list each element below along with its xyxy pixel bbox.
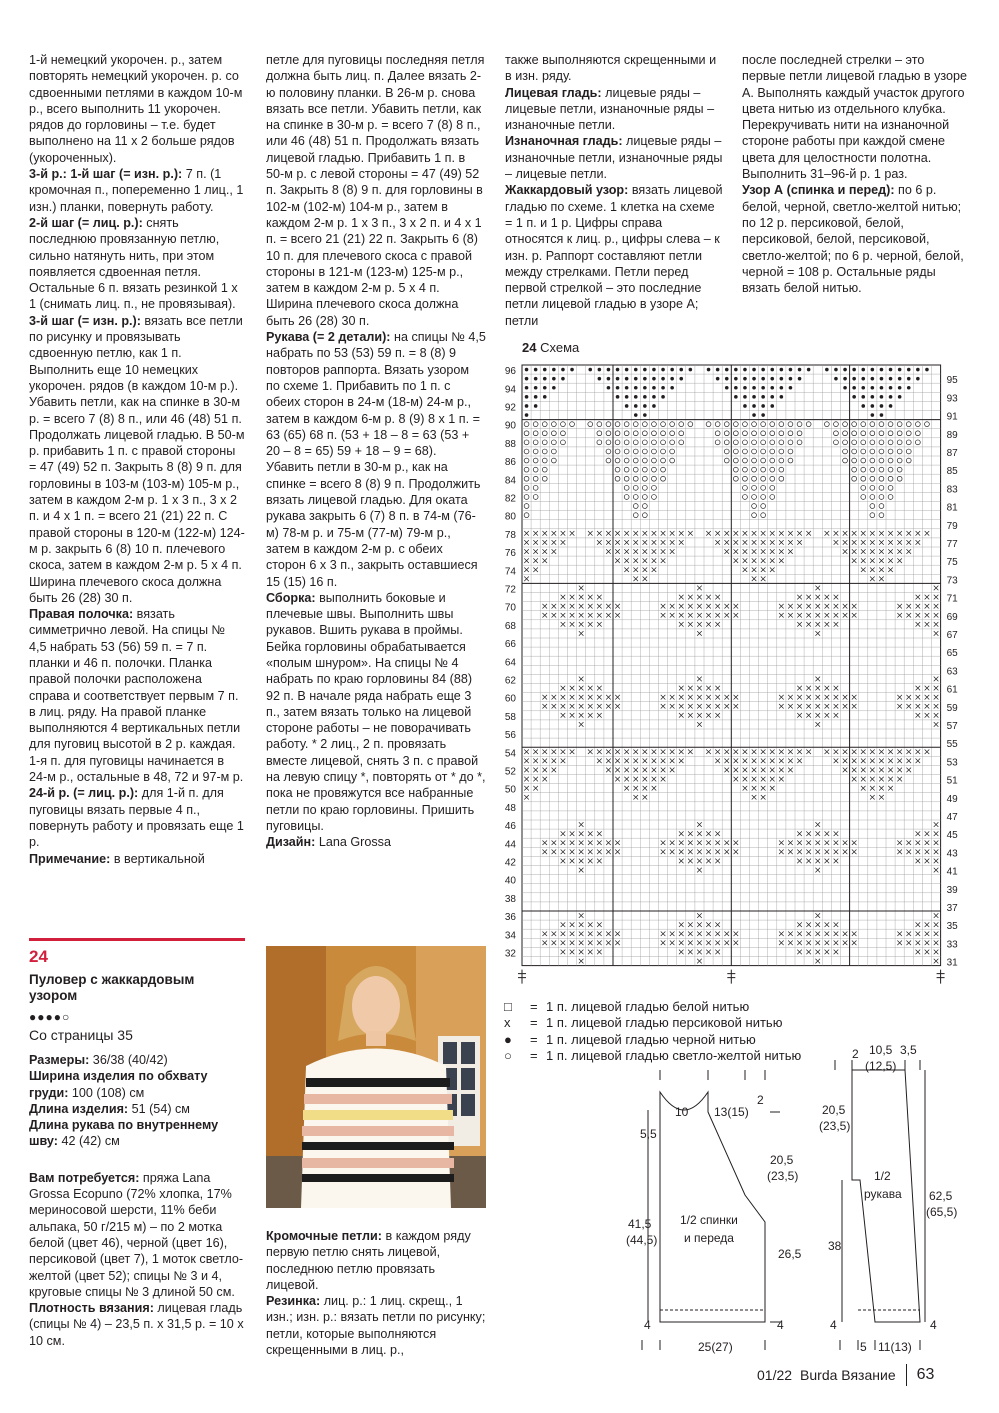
row-label-left: 46 — [504, 821, 516, 833]
schema-title: 24 Схема — [522, 340, 580, 355]
row-label-left: 58 — [504, 711, 516, 723]
sleeve-label-1: 1/2 — [874, 1169, 891, 1183]
repeat-arrow — [727, 970, 735, 984]
col2-heading: Сборка: — [266, 590, 316, 605]
row-label-right: 75 — [946, 557, 958, 569]
dim-4d: 4 — [930, 1318, 937, 1332]
col5-paragraph — [266, 1228, 486, 1293]
col1-heading: 24-й р. (= лиц. р.): — [29, 786, 139, 801]
row-label-left: 60 — [504, 693, 516, 705]
row-label-right: 33 — [946, 939, 958, 951]
legend-text: 1 п. лицевой гладью белой нитью — [546, 999, 750, 1014]
dim-65-5: (65,5) — [926, 1205, 958, 1219]
row-label-left: 82 — [504, 493, 516, 505]
row-label-left: 86 — [504, 457, 516, 469]
row-label-right: 59 — [946, 702, 958, 714]
body-label-1: 1/2 спинки — [680, 1213, 738, 1227]
row-label-left: 66 — [504, 639, 516, 651]
legend-text: 1 п. лицевой гладью светло-желтой нитью — [546, 1047, 802, 1063]
row-label-right: 79 — [946, 520, 958, 532]
col1-paragraph — [29, 166, 245, 215]
text-column-2 — [266, 52, 486, 851]
col1-heading: 3-й р.: 1-й шаг (= изн. р.): — [29, 167, 183, 182]
col1-heading: 2-й шаг (= лиц. р.): — [29, 215, 143, 230]
page-footer — [757, 1364, 934, 1386]
dim-2a: 2 — [757, 1093, 764, 1107]
row-label-right: 67 — [946, 630, 958, 641]
jacquard-chart — [494, 355, 974, 990]
row-label-right: 71 — [946, 593, 958, 605]
row-label-left: 48 — [504, 802, 516, 814]
dim-20-5a: 20,5 — [770, 1153, 794, 1167]
col2-text: на спицы № 4,5 набрать по 53 (53) 59 п. = 8 (8) 9 повторов раппорта. Вязать узором по схеме 1. Прибавить по 1 п. с обеих сторон в 24-м (18-м) 24-м р., затем в каждом 6-м р. 8 (9) 8 х 1 п. = 63 (65) 68 п. (53 + 18 – 8 = 63 (53 + 20 – 8 = 65) 59 + 18 – 9 = 68). Убавить петли в 30-м р., как на спинке = всего 8 (8) 9 п. Продолжить вязать лицевой гладью. Для оката рукава закрыть 6 (7) 8 п. в 74-м (76-м) 78-м р. и 75-м (77-м) 79-м р., затем в каждом 2-м р. с обеих сторон 6 х 3 п., закрыть оставшиеся 15 (15) 16 п. — [266, 330, 486, 589]
dim-4c: 4 — [830, 1318, 837, 1332]
repeat-arrow — [937, 970, 945, 984]
col2-heading: Рукава (= 2 детали): — [266, 330, 391, 345]
legend-item: ○ = 1 п. лицевой гладью светло-желтой нитью — [504, 1047, 802, 1063]
col2-paragraph — [266, 590, 486, 834]
col3-text: лицевые ряды – лицевые петли, изнаночные ряды – изнаночные петли. — [505, 85, 715, 133]
col3-heading: Жаккардовый узор: — [505, 183, 629, 198]
row-label-right: 95 — [946, 375, 958, 387]
col1-text: вязать все петли по рисунку и провязывать сдвоенную петлю, как 1 п. Выполнить еще 10 немецких укорочен. рядов (в каждом 10-м р.). Убавить петли, как на спинке в 30-м р. = всего 7 (8) 8 п., или 46 (48) 51 п. — [29, 313, 243, 426]
legend-text: 1 п. лицевой гладью персиковой нитью — [546, 1015, 783, 1031]
row-label-left: 80 — [504, 511, 516, 523]
col2-text: Lana Grossa — [315, 835, 391, 850]
repeat-arrow — [518, 970, 526, 984]
row-label-right: 77 — [946, 539, 958, 550]
dim-20-5b: 20,5 — [822, 1103, 846, 1117]
model-photo — [266, 946, 486, 1208]
row-label-left: 68 — [504, 620, 516, 632]
col2-heading: Дизайн: — [266, 835, 316, 850]
col3-text: лицевые ряды – изнаночные петли, изнаночные ряды – лицевые петли. — [505, 134, 723, 182]
spec-text: 36/38 (40/42) — [89, 1053, 168, 1067]
row-label-left: 64 — [504, 657, 516, 669]
row-label-left: 76 — [504, 548, 516, 560]
row-label-right: 83 — [946, 484, 958, 496]
col1-paragraph — [29, 427, 245, 606]
col4-text: после последней стрелки – это первые петли лицевой гладью в узоре А. Выполнять каждый участок другого цвета нитью из отдельного клубка. Перекручивать нити на изнаночной стороне работы при каждой смене цвета для целостности полотна. Выполнить 31–96-й р. 1 раз. — [742, 53, 968, 182]
col2-text: петле для пуговицы последняя петля должна быть лиц. п. Далее вязать 2-ю половину планки. В 26-м р. снова вязать все петли. Убавить петли, как на спинке в 30-м р. = всего 7 (8) 8 п., или 46 (48) 51 п. Продолжать вязать лицевой гладью. Прибавить 1 п. в 50-м р. с левой стороны = 47 (49) 52 п. Закрыть 8 (8) 9 п. для горловины в 102-м (102-м) 104-м р., затем в каждом 2-м р. 1 х 3 п., 3 х 2 п. и 4 х 1 п. = всего 21 (21) 22 п. Закрыть 6 (8) 10 п. для плечевого скоса с правой стороны в 121-м (123-м) 125-м р., затем в каждом 2-м р. 5 х 4 п. Ширина плечевого скоса должна быть 26 (28) 30 п. — [266, 53, 485, 328]
project-number: 24 — [29, 947, 48, 966]
col5-paragraph — [266, 1293, 486, 1358]
spec-text: 100 (108) см — [68, 1085, 145, 1100]
dim-5: 5 — [860, 1340, 867, 1354]
row-label-right: 69 — [946, 611, 958, 623]
row-label-right: 39 — [946, 884, 958, 896]
dim-11: 11(13) — [878, 1340, 912, 1354]
text-column-5 — [266, 1228, 486, 1358]
spec-heading: Ширина изделия по обхвату груди: — [29, 1069, 208, 1100]
row-label-right: 85 — [946, 466, 958, 478]
col1-paragraph — [29, 215, 245, 313]
dim-4b: 4 — [777, 1318, 784, 1332]
text-column-4 — [742, 52, 968, 296]
row-label-left: 84 — [504, 475, 516, 487]
row-label-left: 74 — [504, 566, 516, 578]
row-label-right: 51 — [946, 775, 958, 787]
row-label-right: 91 — [946, 411, 958, 423]
col2-paragraph — [266, 329, 486, 590]
row-label-right: 81 — [946, 502, 958, 514]
spec-paragraph — [29, 1101, 245, 1117]
col4-heading: Узор А (спинка и перед): — [742, 183, 895, 198]
row-label-left: 50 — [504, 784, 516, 796]
divider — [29, 938, 245, 941]
issue-number: 01/22 — [757, 1367, 793, 1383]
row-label-right: 93 — [946, 393, 958, 405]
project-info — [29, 938, 245, 1349]
col1-text: 1-й немецкий укорочен. р., затем повторять немецкий укорочен. р. со сдвоенными петлями в каждом 10-м р., всего выполнить 11 укорочен. рядов до горловины – т.е. будет выполнено на 11 х 2 больше рядов (укороченных). — [29, 53, 243, 165]
row-label-left: 36 — [504, 912, 516, 924]
row-label-left: 90 — [504, 420, 516, 432]
row-label-left: 42 — [504, 857, 516, 869]
row-label-left: 32 — [504, 948, 516, 960]
spec-paragraph — [29, 1052, 245, 1068]
col5-text: лиц. р.: 1 лиц. скрещ., 1 изн.; изн. р.: вязать петли по рисунку; петли, которые выполняются скрещенными в лиц. р., — [266, 1294, 486, 1358]
col1-paragraph — [29, 313, 245, 427]
col1-paragraph — [29, 851, 245, 867]
row-label-right: 61 — [946, 684, 958, 696]
dim-44-5: (44,5) — [626, 1233, 658, 1247]
col2-paragraph — [266, 52, 486, 329]
row-label-left: 38 — [504, 893, 516, 905]
spec-heading: Размеры: — [29, 1053, 90, 1067]
col3-paragraph — [505, 182, 723, 329]
spec-heading: Длина рукава по внутреннему шву: — [29, 1118, 219, 1149]
col3-text: также выполняются скрещенными и в изн. ряду. — [505, 53, 717, 84]
sleeve-label-2: рукава — [864, 1187, 902, 1201]
legend-item: □ = 1 п. лицевой гладью белой нитью — [504, 999, 750, 1014]
col3-paragraph — [505, 85, 723, 134]
col1-text: вязать симметричнo левой. На спицы № 4,5 набрать 53 (56) 59 п. = 7 п. планки и 46 п. полочки. Планка правой полочки расположена справа и соответствует первым 7 п. в лиц. ряду. На правой планке выполняются 4 вертикальных петли для пуговиц высотой в 2 р. каждая. 1-я п. для пуговицы начинается в 24-м р., остальные в 48, 72 и 97-м р. — [29, 607, 244, 785]
legend-symbol: ○ — [504, 1047, 512, 1063]
col1-text: в вертикальной — [110, 851, 205, 866]
col2-text: выполнить боковые и плечевые швы. Выполнить швы рукавов. Вшить рукава в проймы. Бейка горловины обрабатывается «полым шнуром». На спицы № 4 набрать по краю горловины 84 (88) 92 п. В начале ряда набрать еще 3 п., затем вязать только на лицевой стороне работы – не поворачивать работу. * 2 лиц., 2 п. провязать вместе лицевой, снять 3 п. с правой на левую спицу *, повторять от * до *, пока не провяжутся все набранные петли по краю горловины. Пришить пуговицы. — [266, 590, 486, 833]
need-paragraph — [29, 1170, 245, 1300]
dim-13: 13(15) — [714, 1105, 749, 1119]
col1-paragraph — [29, 52, 245, 166]
row-label-right: 55 — [946, 739, 958, 751]
row-label-left: 56 — [504, 730, 516, 742]
col3-heading: Изнаночная гладь: — [505, 134, 623, 149]
difficulty-rating: ●●●●○ — [29, 1010, 71, 1024]
dim-4a: 4 — [644, 1318, 651, 1332]
need-text: пряжа Lana Grossa Ecopuno (72% хлопка, 17% мериносовой шерсти, 11% беби альпака, 50 г/215 м) – по 2 мотка белой (цвет 46), черной (цвет 16), персиковой (цвет 7), 1 моток светло-желтой (цвет 52); спицы № 3 и 4, круговые спицы № 3 длиной 50 см. — [29, 1170, 244, 1299]
dim-26-5: 26,5 — [778, 1247, 802, 1261]
col4-paragraph — [742, 52, 968, 182]
specs — [29, 1052, 245, 1150]
col1-heading: 3-й шаг (= изн. р.): — [29, 313, 141, 328]
page-number: 63 — [916, 1366, 935, 1383]
dim-25: 25(27) — [698, 1340, 733, 1354]
row-label-right: 65 — [946, 648, 958, 660]
row-label-left: 88 — [504, 438, 516, 450]
row-label-left: 96 — [504, 366, 516, 378]
spec-paragraph — [29, 1117, 245, 1150]
materials — [29, 1170, 245, 1349]
dim-41-5: 41,5 — [628, 1217, 652, 1231]
col5-heading: Кромочные петли: — [266, 1229, 382, 1243]
row-label-right: 89 — [946, 429, 958, 441]
spec-text: 42 (42) см — [57, 1134, 120, 1149]
row-label-right: 57 — [946, 721, 958, 732]
col1-text: снять последнюю провязанную петлю, сильно натянуть нить, при этом появляется сдвоенная петля. Остальные 6 п. вязать резинкой 1 х 1 (снимать лиц. п., не провязывая). — [29, 215, 238, 312]
dim-62-5: 62,5 — [929, 1189, 953, 1203]
legend-text: 1 п. лицевой гладью черной нитью — [546, 1031, 756, 1047]
dim-10-5: 10,5 — [869, 1043, 893, 1057]
row-label-right: 87 — [946, 448, 958, 459]
row-label-right: 45 — [946, 830, 958, 842]
magazine-name: Burda Вязание — [800, 1367, 896, 1383]
col5-text: в каждом ряду первую петлю снять лицевой, последнюю петлю провязать лицевой. — [266, 1229, 471, 1292]
need-text: лицевая гладь (спицы № 4) – 23,5 п. х 31,5 р. = 10 х 10 см. — [29, 1301, 244, 1348]
row-label-right: 63 — [946, 666, 958, 678]
legend-symbol: x — [504, 1015, 511, 1031]
col1-text: для 1-й п. для пуговицы вязать первые 4 п., повернуть работу и провязать еще 1 р. — [29, 786, 244, 850]
dim-23-5a: (23,5) — [767, 1169, 799, 1183]
row-label-right: 31 — [946, 957, 958, 969]
col2-paragraph — [266, 834, 486, 850]
dim-10: 10 — [675, 1105, 689, 1119]
legend-symbol: ● — [504, 1031, 512, 1047]
text-column-1 — [29, 52, 245, 867]
pattern-diagram — [620, 1040, 980, 1365]
legend-item: ● = 1 п. лицевой гладью черной нитью — [504, 1031, 756, 1047]
dim-38: 38 — [828, 1239, 842, 1253]
row-label-right: 47 — [946, 812, 958, 823]
col1-paragraph — [29, 785, 245, 850]
row-label-left: 94 — [504, 384, 516, 396]
col4-text: по 6 р. белой, черной, светло-желтой нитью; по 12 р. персиковой, белой, персиковой, белой, персиковой, светло-желтой; по 6 р. черной, белой, черной = 108 р. Остальные ряды вязать белой нитью. — [742, 183, 964, 296]
col1-heading: Примечание: — [29, 851, 111, 866]
row-label-right: 53 — [946, 757, 958, 769]
col3-paragraph — [505, 133, 723, 182]
dim-2b: 2 — [852, 1047, 859, 1061]
from-page: Со страницы 35 — [29, 1027, 133, 1043]
need-heading: Вам потребуется: — [29, 1170, 140, 1185]
row-label-left: 40 — [504, 875, 516, 887]
row-label-left: 72 — [504, 584, 516, 596]
col3-paragraph — [505, 52, 723, 85]
need-heading: Плотность вязания: — [29, 1301, 154, 1316]
row-label-left: 34 — [504, 930, 516, 942]
row-label-left: 92 — [504, 402, 516, 414]
col3-heading: Лицевая гладь: — [505, 85, 602, 100]
row-label-right: 49 — [946, 793, 958, 805]
legend-symbol: □ — [504, 999, 512, 1014]
row-label-right: 73 — [946, 575, 958, 587]
row-label-left: 52 — [504, 766, 516, 778]
project-title: Пуловер с жаккардовым узором — [29, 972, 195, 1003]
row-label-right: 35 — [946, 921, 958, 933]
col1-paragraph — [29, 606, 245, 785]
text-column-3 — [505, 52, 723, 329]
body-label-2: и переда — [684, 1231, 734, 1245]
spec-paragraph — [29, 1068, 245, 1101]
spec-text: 51 (54) см — [128, 1101, 190, 1116]
col1-heading: Правая полочка: — [29, 607, 134, 622]
spec-heading: Длина изделия: — [29, 1101, 129, 1116]
dim-12-5: (12,5) — [865, 1059, 897, 1073]
row-label-right: 37 — [946, 903, 958, 914]
legend-item: x = 1 п. лицевой гладью персиковой нитью — [504, 1015, 783, 1031]
row-label-right: 41 — [946, 866, 958, 878]
col1-text: 7 п. (1 кромочная п., попеременно 1 лиц., 1 изн.) планки, повернуть работу. — [29, 167, 244, 214]
row-label-left: 62 — [504, 675, 516, 687]
row-label-left: 78 — [504, 529, 516, 541]
col4-paragraph — [742, 182, 968, 296]
row-label-left: 54 — [504, 748, 516, 760]
col3-text: вязать лицевой гладью по схеме. 1 клетка на схеме = 1 п. и 1 р. Цифры справа относятся к лиц. р., цифры слева – к изн. р. Раппорт составляют петли между стрелками. Петли перед первой стрелкой – это последние петли лицевой гладью в узоре А; петли — [505, 183, 723, 328]
dim-23-5b: (23,5) — [819, 1119, 851, 1133]
need-paragraph — [29, 1300, 245, 1349]
row-label-right: 43 — [946, 848, 958, 860]
col1-text: Продолжать лицевой гладью. В 50-м р. прибавить 1 п. с правой стороны = 47 (49) 52 п. Закрыть 8 (8) 9 п. для горловины в 103-м (103-м) 105-м р., затем в каждом 2-м р. 1 х 3 п., 3 х 2 п. и 4 х 1 п. = всего 21 (21) 22 п. С правой стороны в 120-м (122-м) 124-м р. закрыть 6 (8) 10 п. плечевого скоса, затем в каждом 2-м р. 5 х 4 п. Ширина плечевого скоса должна быть 26 (28) 30 п. — [29, 427, 245, 605]
row-label-left: 70 — [504, 602, 516, 614]
row-label-left: 44 — [504, 839, 516, 851]
dim-3-5: 3,5 — [900, 1043, 917, 1057]
col5-heading: Резинка: — [266, 1294, 321, 1309]
dim-5-5: 5,5 — [640, 1127, 657, 1141]
